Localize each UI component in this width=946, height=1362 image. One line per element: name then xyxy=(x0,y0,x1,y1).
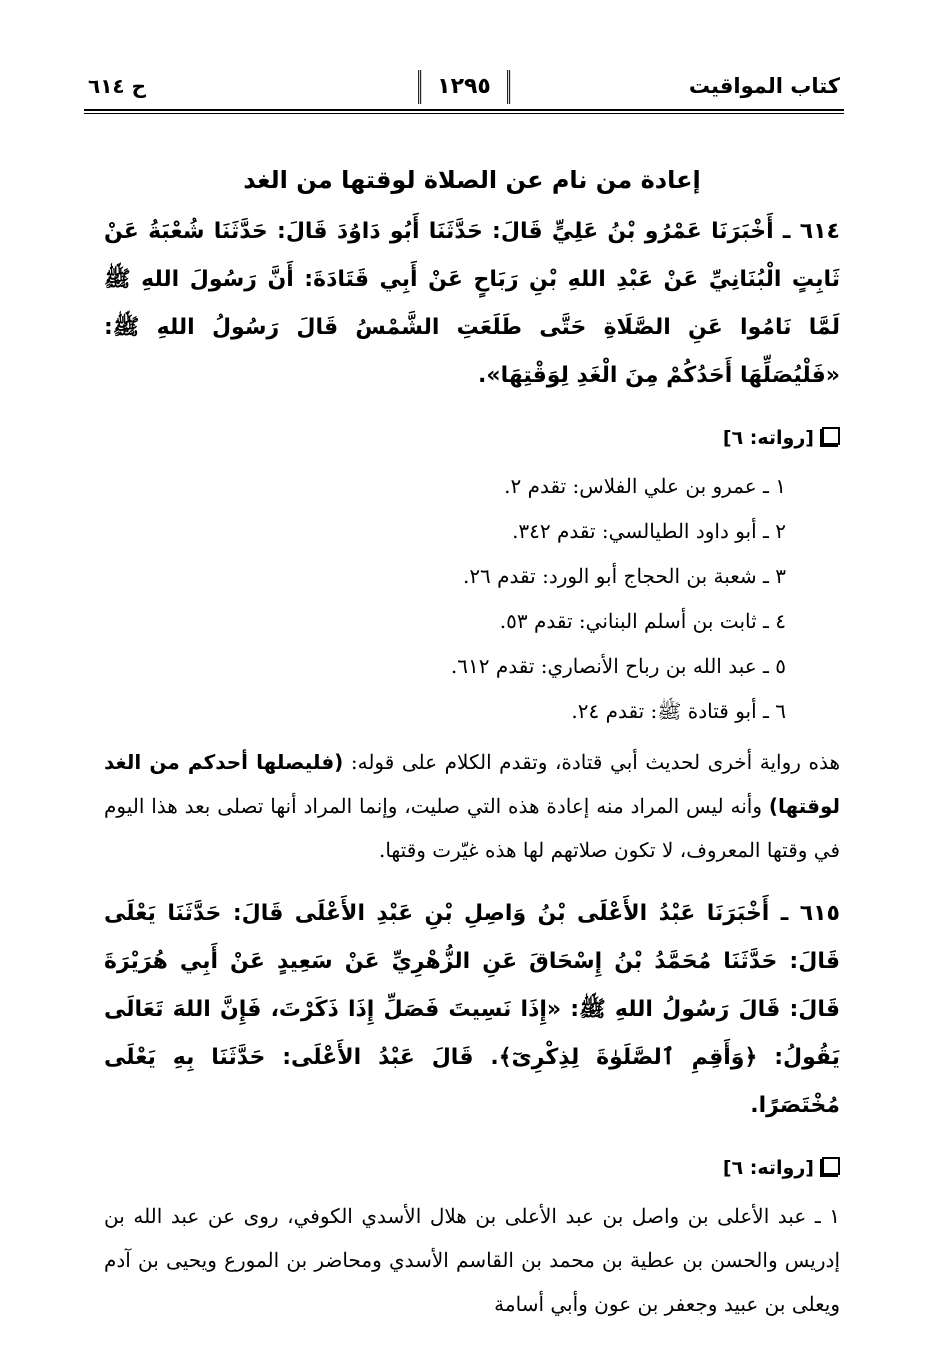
hadith-615-text: ٦١٥ ـ أَخْبَرَنَا عَبْدُ الأَعْلَى بْنُ وَاصِلِ بْنِ عَبْدِ الأَعْلَى قَالَ: حَدَّثَنَا يَعْلَى قَالَ: حَدَّثَنَا مُحَمَّدُ بْنُ إِسْحَاقَ عَنِ الزُّهْرِيِّ عَنْ سَعِيدٍ عَنْ أَبِي هُرَيْرَةَ قَالَ: قَالَ رَسُولُ اللهِ ﷺ: «إِذَا نَسِيتَ فَصَلِّ إِذَا ذَكَرْتَ، فَإِنَّ اللهَ تَعَالَى يَقُولُ: ﴿وَأَقِمِ ٱلصَّلَوٰةَ لِذِكْرِىٓ﴾. قَالَ عَبْدُ الأَعْلَى: حَدَّثَنَا بِهِ يَعْلَى مُخْتَصَرًا. xyxy=(104,901,840,1118)
narrator-item: ٤ ـ ثابت بن أسلم البناني: تقدم ٥٣. xyxy=(499,609,786,633)
narrators-heading-1 xyxy=(104,422,840,454)
commentary-quote: (فليصلها أحدكم من الغد لوقتها) xyxy=(104,750,840,818)
narrators-heading-label: [رواته: ٦] xyxy=(722,427,814,449)
narrator-item: ٣ ـ شعبة بن الحجاج أبو الورد: تقدم ٢٦. xyxy=(462,564,786,588)
page-content xyxy=(104,160,840,1326)
narrators-heading-label: [رواته: ٦] xyxy=(722,1157,814,1179)
commentary-part-1: هذه رواية أخرى لحديث أبي قتادة، وتقدم الكلام على قوله: xyxy=(343,750,840,774)
narrators-heading-2 xyxy=(104,1152,840,1184)
narrator-item: ٥ ـ عبد الله بن رباح الأنصاري: تقدم ٦١٢. xyxy=(450,654,786,678)
chapter-title: إعادة من نام عن الصلاة لوقتها من الغد xyxy=(243,166,701,194)
narrator-list-1 xyxy=(104,464,840,734)
book-title: كتاب المواقيت xyxy=(688,74,840,98)
narrator-item: ٦ ـ أبو قتادة ﷺ: تقدم ٢٤. xyxy=(571,699,786,723)
hadith-reference: ح ٦١٤ xyxy=(88,74,147,98)
running-header xyxy=(88,72,840,108)
page-number: ١٢٩٥ xyxy=(418,70,510,104)
narrator-item: ١ ـ عمرو بن علي الفلاس: تقدم ٢. xyxy=(504,474,786,498)
commentary-part-2: وأنه ليس المراد منه إعادة هذه التي صليت، وإنما المراد أنها تصلى بعد هذا اليوم في وقتها المعروف، لا تكون صلاتهم لها هذه غيّرت وقتها. xyxy=(104,794,840,862)
commentary-paragraph xyxy=(104,740,840,872)
narrator-item: ٢ ـ أبو داود الطيالسي: تقدم ٣٤٢. xyxy=(512,519,786,543)
square-bullet-icon xyxy=(822,427,840,445)
header-rule xyxy=(84,109,844,114)
hadith-614-text: ٦١٤ ـ أَخْبَرَنَا عَمْرُو بْنُ عَلِيٍّ قَالَ: حَدَّثَنَا أَبُو دَاوُدَ قَالَ: حَدَّثَنَا شُعْبَةُ عَنْ ثَابِتٍ الْبُنَانِيِّ عَنْ عَبْدِ اللهِ بْنِ رَبَاحٍ عَنْ أَبِي قَتَادَةَ: أَنَّ رَسُولَ اللهِ ﷺ لَمَّا نَامُوا عَنِ الصَّلَاةِ حَتَّى طَلَعَتِ الشَّمْسُ قَالَ رَسُولُ اللهِ ﷺ: «فَلْيُصَلِّهَا أَحَدُكُمْ مِنَ الْغَدِ لِوَقْتِهَا». xyxy=(104,219,840,388)
narrator-biography: ١ ـ عبد الأعلى بن واصل بن عبد الأعلى بن هلال الأسدي الكوفي، روى عن عبد الله بن إدريس والحسن بن عطية بن محمد بن القاسم الأسدي ومحاضر بن المورع ويحيى بن آدم ويعلى بن عبيد وجعفر بن عون وأبي أسامة xyxy=(104,1204,840,1316)
square-bullet-icon xyxy=(822,1157,840,1175)
